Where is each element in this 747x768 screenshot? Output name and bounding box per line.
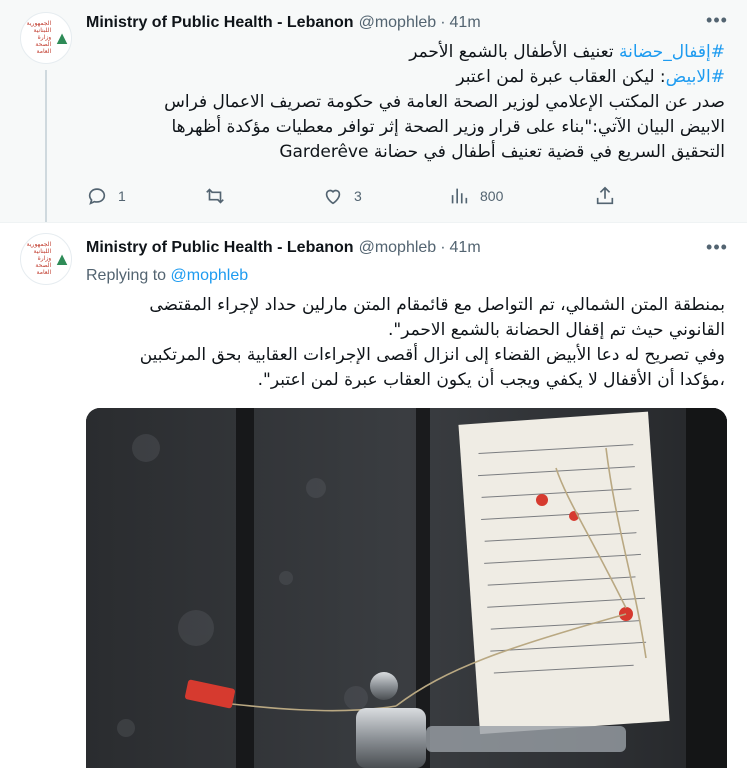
repost-icon xyxy=(204,185,226,207)
tweet-header xyxy=(86,12,481,34)
tweet-line xyxy=(86,40,725,65)
more-icon[interactable]: ••• xyxy=(706,237,728,257)
views-icon xyxy=(448,185,470,207)
author-handle[interactable]: @mophleb xyxy=(358,239,437,256)
share-button[interactable] xyxy=(594,180,616,212)
tweet-text xyxy=(86,293,725,393)
tweet-line: ،مؤكدا أن الأقفال لا يكفي ويجب أن يكون العقاب عبرة لمن اعتبر". xyxy=(257,370,725,390)
tweet-line: القانوني حيث تم إقفال الحضانة بالشمع الاحمر". xyxy=(387,320,725,340)
tweet-line-text: تعنيف الأطفال بالشمع الأحمر xyxy=(409,42,619,62)
like-button[interactable] xyxy=(322,180,362,212)
hashtag-link[interactable]: #الابيض xyxy=(665,67,725,87)
reply-icon xyxy=(86,185,108,207)
views-count: 800 xyxy=(480,188,504,204)
tweet-photo[interactable] xyxy=(86,408,727,768)
tweet-time[interactable]: 41m xyxy=(449,239,481,256)
sealed-door-image xyxy=(86,408,727,768)
avatar[interactable] xyxy=(20,233,72,285)
tweet-actions xyxy=(80,180,620,212)
avatar-logo-text: الجمهورية اللبنانية وزارة الصحة العامة xyxy=(26,241,52,276)
tweet-text xyxy=(86,40,725,165)
share-icon xyxy=(594,185,616,207)
tweet-line: التحقيق السريع في قضية تعنيف أطفال في حضانة Garderêve xyxy=(279,142,725,162)
thread-connector xyxy=(45,70,47,230)
like-count: 3 xyxy=(354,188,362,204)
tweet-header xyxy=(86,237,481,259)
tweet-line: وفي تصريح له دعا الأبيض القضاء إلى انزال أقصى الإجراءات العقابية بحق المرتكبين xyxy=(139,345,725,365)
tweet-line: بمنطقة المتن الشمالي، تم التواصل مع قائمقام المتن مارلين حداد لإجراء المقتضى xyxy=(149,295,725,315)
reply-button[interactable] xyxy=(86,180,126,212)
like-icon xyxy=(322,185,344,207)
author-name[interactable]: Ministry of Public Health - Lebanon xyxy=(86,239,354,256)
cedar-icon: ▲ xyxy=(53,28,71,48)
tweet-line-text: : ليكن العقاب عبرة لمن اعتبر xyxy=(456,67,666,87)
avatar-logo-text: الجمهورية اللبنانية وزارة الصحة العامة xyxy=(26,20,52,55)
separator-dot: · xyxy=(440,14,446,31)
avatar[interactable] xyxy=(20,12,72,64)
tweet-2[interactable] xyxy=(0,222,747,767)
reply-count: 1 xyxy=(118,188,126,204)
author-handle[interactable]: @mophleb xyxy=(358,14,437,31)
cedar-icon: ▲ xyxy=(53,249,71,269)
hashtag-link[interactable]: #إقفال_حضانة xyxy=(618,42,725,62)
views-button[interactable] xyxy=(448,180,503,212)
tweet-1[interactable] xyxy=(0,0,747,222)
author-name[interactable]: Ministry of Public Health - Lebanon xyxy=(86,14,354,31)
tweet-time[interactable]: 41m xyxy=(449,14,481,31)
replying-to xyxy=(86,267,248,285)
separator-dot: · xyxy=(440,239,446,256)
tweet-line: صدر عن المكتب الإعلامي لوزير الصحة العامة في حكومة تصريف الاعمال فراس xyxy=(164,92,725,112)
repost-button[interactable] xyxy=(204,180,236,212)
replying-label: Replying to xyxy=(86,267,167,284)
more-icon[interactable]: ••• xyxy=(706,10,728,30)
tweet-line xyxy=(86,65,725,90)
tweet-line: الابيض البيان الآتي:"بناء على قرار وزير الصحة إثر توافر معطيات مؤكدة أظهرها xyxy=(171,117,725,137)
mention-link[interactable]: @mophleb xyxy=(170,267,249,284)
